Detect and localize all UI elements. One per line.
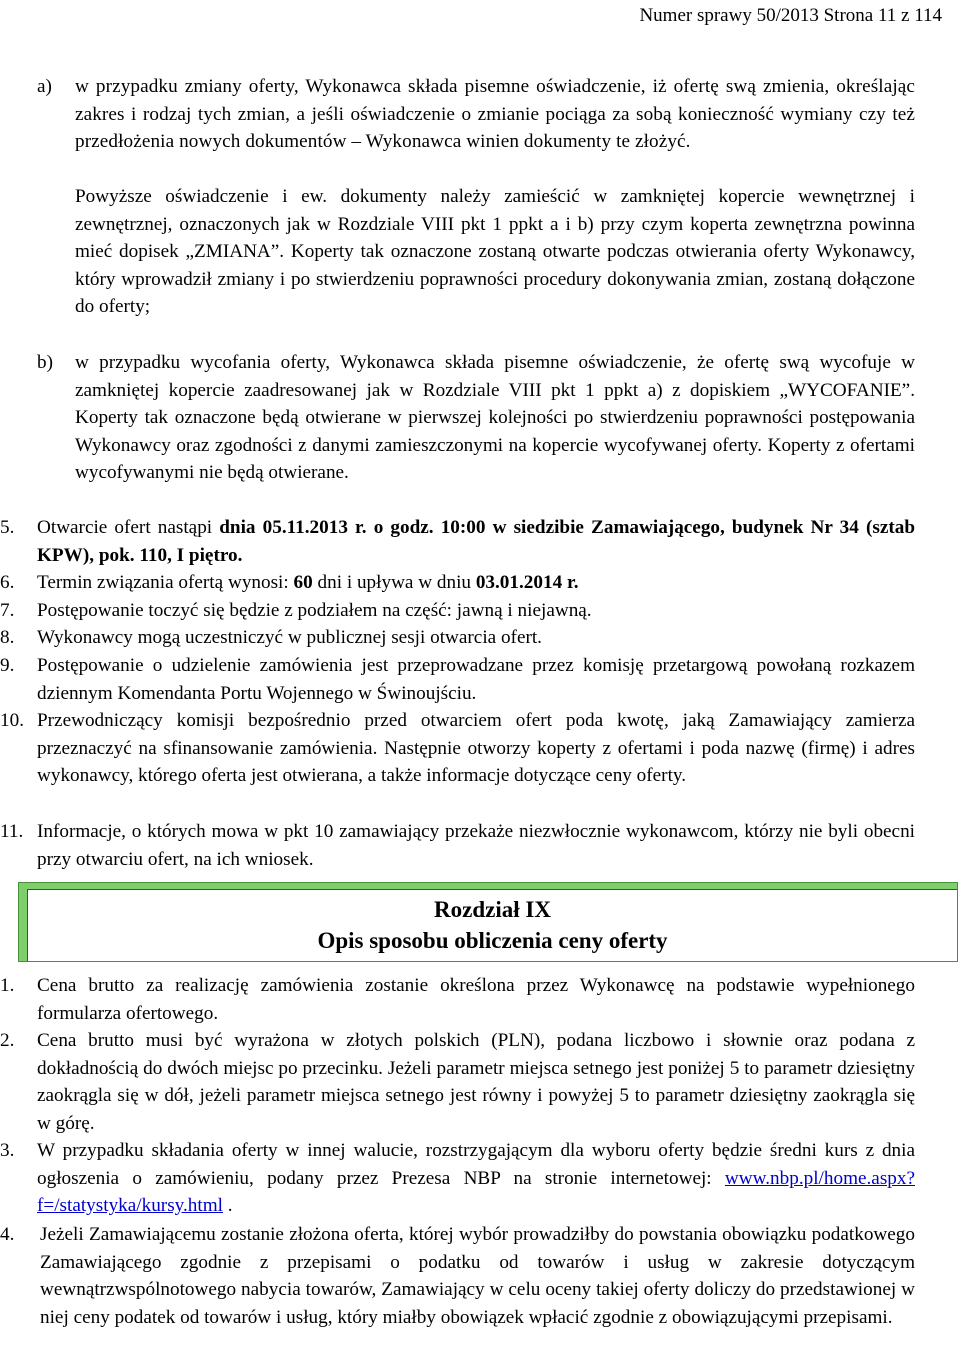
item-a-paragraph-2: Powyższe oświadczenie i ew. dokumenty należy zamieścić w zamkniętej kopercie wewnętrznej i zewnętrznej, oznaczonych jak w Rozdziale VIII pkt 1 ppkt a i b) przy czym koperta zewnętrzna powinna mieć dopisek „ZMIANA”. Koperty tak oznaczone zostaną otwarte podczas otwierania oferty Wykonawcy, który wprowadził zmiany i po stwierdzeniu poprawności procedury dokonywania zmian, zostaną dołączone do oferty; <box>75 186 915 318</box>
item-a-label: a) <box>37 76 52 97</box>
item-6-t1: Termin związania ofertą wynosi: <box>37 572 294 593</box>
chapter-item-2-number: 2. <box>0 1030 15 1051</box>
item-6-b2: 03.01.2014 r. <box>475 572 579 593</box>
item-6-b1: 60 <box>293 572 313 593</box>
item-11-text: Informacje, o których mowa w pkt 10 zamawiający przekaże niezwłocznie wykonawcom, którzy nie byli obecni przy otwarciu ofert, na ich wniosek. <box>37 821 915 870</box>
item-10-number: 10. <box>0 710 24 731</box>
chapter-item-2-text: Cena brutto musi być wyrażona w złotych polskich (PLN), podana liczbowo i słownie oraz podana z dokładnością do dwóch miejsc po przecinku. Jeżeli parametr miejsca setnego jest poniżej 5 to parametr dziesiętny zaokrągla się w dół, jeżeli parametr miejsca setnego jest równy i powyżej 5 to parametr dziesiętny zaokrągla się w górę. <box>37 1030 915 1134</box>
item-11-number: 11. <box>0 821 24 842</box>
chapter-item-4-text: Jeżeli Zamawiającemu zostanie złożona oferta, której wybór prowadziłby do powstania obowiązku podatkowego Zamawiającego zgodnie z przepisami o podatku od towarów i usług w zakresie dotyczącym wewnątrzwspólnotowego nabycia towarów, Zamawiający w celu oceny takiej oferty doliczy do przedstawionej w niej ceny podatek od towarów i usług, który miałby obowiązek wpłacić zgodnie z obowiązującymi przepisami. <box>40 1224 915 1328</box>
item-a-paragraph-1: w przypadku zmiany oferty, Wykonawca składa pisemne oświadczenie, iż ofertę swą zmienia, określając zakres i rodzaj tych zmian, a jeśli oświadczenie o zmianie pociąga za sobą konieczność wymiany czy też przedłożenia nowych dokumentów – Wykonawca winien dokumenty te złożyć. <box>75 76 915 153</box>
chapter-number: Rozdział IX <box>434 897 551 922</box>
item-7-text: Postępowanie toczyć się będzie z podziałem na część: jawną i niejawną. <box>37 600 592 621</box>
nbp-link[interactable]: www.nbp.pl/home.aspx?f=/statystyka/kursy.html <box>37 1167 915 1217</box>
item-10-text: Przewodniczący komisji bezpośrednio przed otwarciem ofert poda kwotę, jaką Zamawiający zamierza przeznaczyć na sfinansowanie zamówienia. Następnie otworzy koperty z ofertami i poda nazwę (firmę) i adres wykonawcy, którego oferta jest otwierana, a także informacje dotyczące ceny oferty. <box>37 710 915 787</box>
item-6-t2: dni i upływa w dniu <box>312 572 476 593</box>
item-9-number: 9. <box>0 655 15 676</box>
item-8-text: Wykonawcy mogą uczestniczyć w publicznej sesji otwarcia ofert. <box>37 627 542 648</box>
chapter-heading-box <box>18 882 958 962</box>
chapter-item-1-text: Cena brutto za realizację zamówienia zostanie określona przez Wykonawcę na podstawie wypełnionego formularza ofertowego. <box>37 975 915 1024</box>
chapter-item-3-end: . <box>222 1195 233 1217</box>
item-b-paragraph: w przypadku wycofania oferty, Wykonawca składa pisemne oświadczenie, że ofertę swą wycofuje w zamkniętej kopercie zaadresowanej jak w Rozdziale VIII pkt 1 ppkt a) z dopiskiem „WYCOFANIE”. Koperty tak oznaczone będą otwierane w pierwszej kolejności po stwierdzeniu poprawności postępowania Wykonawcy oraz zgodności z danymi zamieszczonymi na kopercie wycofywanej oferty. Koperty z ofertami wycofywanymi nie będą otwierane. <box>75 352 915 484</box>
chapter-item-3-body: W przypadku składania oferty w innej walucie, rozstrzygającym dla wyboru oferty będzie średni kurs z dnia ogłoszenia o zamówieniu, podany przez Prezesa NBP na stronie internetowej: <box>37 1140 915 1189</box>
item-5-text <box>37 514 915 569</box>
chapter-item-3-text <box>37 1137 915 1220</box>
item-b-label: b) <box>37 352 53 373</box>
chapter-item-1-number: 1. <box>0 975 15 996</box>
item-5-plain: Otwarcie ofert nastąpi <box>37 517 220 538</box>
item-8-number: 8. <box>0 627 15 648</box>
item-5-bold: dnia 05.11.2013 r. o godz. 10:00 w siedzibie Zamawiającego, budynek Nr 34 (sztab KPW), pok. 110, I piętro. <box>37 517 915 566</box>
chapter-item-3-number: 3. <box>0 1140 15 1161</box>
item-5-number: 5. <box>0 517 15 538</box>
item-6-number: 6. <box>0 572 15 593</box>
chapter-heading-inner <box>27 889 957 961</box>
item-7-number: 7. <box>0 600 15 621</box>
chapter-title: Opis sposobu obliczenia ceny oferty <box>317 928 668 953</box>
page-header: Numer sprawy 50/2013 Strona 11 z 114 <box>639 5 942 26</box>
item-9-text: Postępowanie o udzielenie zamówienia jest przeprowadzane przez komisję przetargową powołaną rozkazem dziennym Komendanta Portu Wojennego w Świnoujściu. <box>37 655 915 704</box>
chapter-item-4-number: 4. <box>0 1224 15 1245</box>
item-6-text <box>37 569 915 597</box>
